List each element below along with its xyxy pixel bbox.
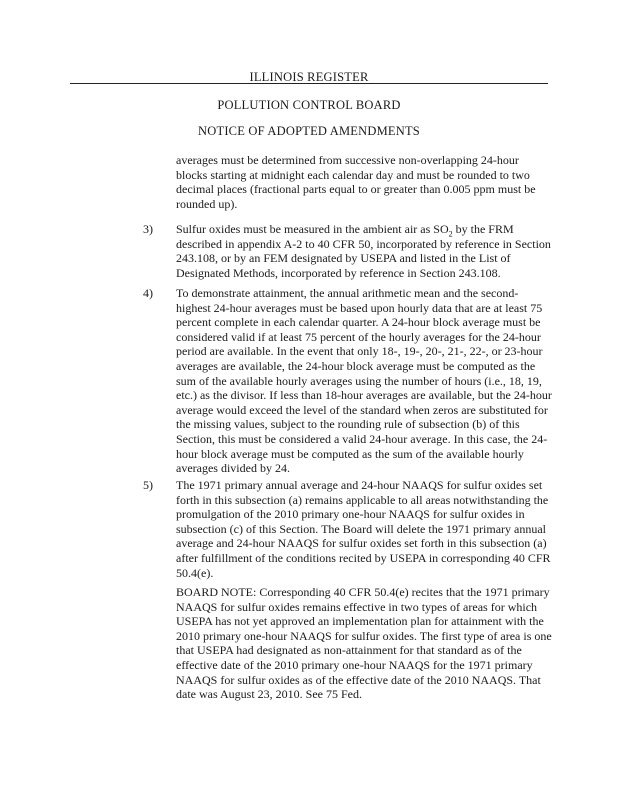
item-3-text-end: by the FRM described in appendix A-2 to 40 CFR 50, incorporated by reference in Section 243.108, or by an FEM designated by USEPA and listed in the List of Designated Methods, incorporated by reference in Section 243.108. <box>176 222 551 280</box>
board-title: POLLUTION CONTROL BOARD <box>217 98 401 112</box>
item-4-paragraph: To demonstrate attainment, the annual arithmetic mean and the second-highest 24-hour averages must be based upon hourly data that are at least 75 percent complete in each calendar quarter. A 24-hour block average must be considered valid if at least 75 percent of the hourly averages for the 24-hour period are available. In the event that only 18-, 19-, 20-, 21-, 22-, or 23-hour averages are available, the 24-hour block average must be computed as the sum of the available hourly averages using the number of hours (i.e., 18, 19, etc.) as the divisor. If less than 18-hour averages are available, but the 24-hour average would exceed the level of the standard when zeros are substituted for the missing values, subject to the rounding rule of subsection (b) of this Section, this must be considered a valid 24-hour average. In this case, the 24-hour block average must be computed as the sum of the available hourly averages divided by 24. <box>176 286 552 476</box>
item-number-3: 3) <box>143 222 153 236</box>
notice-title: NOTICE OF ADOPTED AMENDMENTS <box>198 124 420 138</box>
item-3-text-start: Sulfur oxides must be measured in the ambient air as SO <box>176 222 449 236</box>
item-number-4: 4) <box>143 286 153 300</box>
item-3-subscript: 2 <box>448 229 453 239</box>
header-rule <box>70 83 548 84</box>
continuation-paragraph: averages must be determined from successive non-overlapping 24-hour blocks starting at midnight each calendar day and must be rounded to two decimal places (fractional parts equal to or greater than 0.005 ppm must be rounded up). <box>176 153 536 211</box>
board-note-paragraph: BOARD NOTE: Corresponding 40 CFR 50.4(e) recites that the 1971 primary NAAQS for sulfur oxides remains effective in two types of areas for which USEPA has not yet approved an implementation plan for attainment with the 2010 primary one-hour NAAQS for sulfur oxides. The first type of area is one that USEPA had designated as non-attainment for that standard as of the effective date of the 2010 primary one-hour NAAQS for the 1971 primary NAAQS for sulfur oxides as of the effective date of the 2010 NAAQS. That date was August 23, 2010. See 75 Fed. <box>176 585 552 702</box>
item-3-paragraph <box>176 222 552 280</box>
register-title: ILLINOIS REGISTER <box>249 70 369 84</box>
item-number-5: 5) <box>143 478 153 492</box>
item-5-paragraph: The 1971 primary annual average and 24-hour NAAQS for sulfur oxides set forth in this subsection (a) remains applicable to all areas notwithstanding the promulgation of the 2010 primary one-hour NAAQS for sulfur oxides in subsection (c) of this Section. The Board will delete the 1971 primary annual average and 24-hour NAAQS for sulfur oxides set forth in this subsection (a) after fulfillment of the conditions recited by USEPA in corresponding 40 CFR 50.4(e). <box>176 478 551 580</box>
